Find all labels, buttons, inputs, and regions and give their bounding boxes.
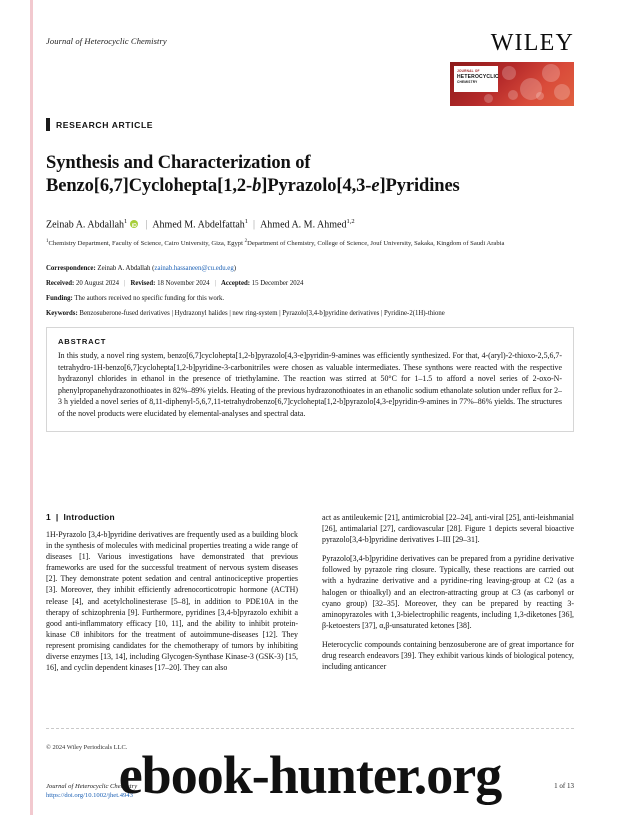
article-type-label: RESEARCH ARTICLE [56,119,154,130]
footer-divider [46,728,574,729]
article-type-container [46,118,153,131]
funding-text: The authors received no specific funding for this work. [72,295,225,302]
title-line-1: Synthesis and Characterization of [46,153,311,173]
section-heading-separator: | [53,512,61,522]
footer-journal-name: Journal of Heterocyclic Chemistry [46,783,138,790]
paragraph: Heterocyclic compounds containing benzosuberone are of great importance for drug research endeavors [39]. They exhibit various kinds of biological potency, including anticancer [322,639,574,672]
cover-badge [454,66,498,92]
page-title [46,152,546,198]
cover-badge-line2: HETEROCYCLIC [457,74,499,81]
author-2-affil-marker: 1 [244,218,249,225]
title-line-2-post: ]Pyridines [379,176,460,196]
keywords-label: Keywords: [46,310,78,317]
author-2-name[interactable]: Ahmed M. Abdelfattah [152,219,245,231]
date-separator-1: | [124,280,126,287]
title-italic-e: e [371,176,380,196]
section-title: Introduction [63,512,115,522]
cover-badge-line3: CHEMISTRY [457,80,478,85]
keywords-line [46,309,566,319]
author-1-name[interactable]: Zeinab A. Abdallah [46,219,125,231]
title-italic-b: b [252,176,262,196]
page-number: 1 of 13 [554,782,574,790]
cover-badge-line1: JOURNAL OF [457,69,480,73]
author-separator-2: | [253,219,256,231]
affiliation-1-marker: 1 [46,239,49,244]
wiley-logo: WILEY [490,30,574,56]
correspondence-label: Correspondence: [46,265,96,272]
title-line-2-pre: Benzo[6,7]Cyclohepta[1,2- [46,176,253,196]
body-column-right [322,512,574,680]
running-journal-title: Journal of Heterocyclic Chemistry [46,36,167,46]
author-separator-1: | [145,219,148,231]
abstract-text: In this study, a novel ring system, benzo[6,7]cyclohepta[1,2-b]pyrazolo[4,3-e]pyridin-9-amines was efficiently synthesized. For that, 4-(aryl)-2-thioxo-2,5,6,7-tetrahydro-1H-benzo[6,7]cyclohepta[1,2-b]pyridine-3-carbonitriles were chosen as valuable intermediates. These synthons were reacted with the respective hydrazonyl chlorides in ethanol in the presence of triethylamine. The reaction was stirred at 50°C for 1–1.5 to afford a novel series of 2-oxo-N-phenylpropanehydrazonothioates in 82%–89% yields. Heating of the previous hydrazonothioates in an ethanolic sodium ethanolate solution under reflux for 2–3 h yielded a novel series of 8,11-diphenyl-5,6,7,11-tetrahydrobenzo[6,7]cyclohepta[1,2-b]pyrazolo[4,3-e]pyridin-9-amines in 77%–86% yields. The structures of the novel products were elucidated by elemental-analyses and spectral data. [58,351,562,418]
affiliation-2-text: Department of Chemistry, College of Science, Jouf University, Sakaka, Kingdom of Saudi Arabia [247,240,505,248]
section-number: 1 [46,512,51,522]
accepted-date: 15 December 2024 [250,280,304,287]
article-type-marker [46,118,50,131]
paragraph: act as antileukemic [21], antimicrobial [22–24], anti-viral [25], anti-leishmanial [26], antimalarial [27], cardiovascular [28]. Figure 1 depicts several bioactive pyrazolo[3,4-b]pyridine derivatives I–III [29–31]. [322,513,574,545]
abstract-heading: ABSTRACT [58,337,107,346]
date-separator-2: | [214,280,216,287]
accepted-label: Accepted: [220,280,251,287]
section-heading-introduction [46,512,115,522]
page-header [46,30,574,66]
title-line-2-mid: ]Pyrazolo[4,3- [261,176,372,196]
correspondence-close-paren: ) [233,265,236,272]
author-1-affil-marker: 1 [124,218,128,225]
paragraph: Pyrazolo[3,4-b]pyridine derivatives can be prepared from a pyridine derivative followed by pyrazole ring closure. Typically, these reactions are carried out with a hydrazine derivative and a pyridine-ring leaving-group at C2 (as a halogen or thioalkyl) and an electron-attracting group at C3 (as carbonyl or cyano group) [32–35]. Moreover, they can be prepared by reacting 3-aminopyrazoles with 1,3-bielectrophilic reagents, including 1,3-diketones [36], β-ketoesters [37], α,β-unsaturated ketones [38]. [322,554,574,630]
affiliation-1-text: Chemistry Department, Faculty of Science, Cairo University, Giza, Egypt [48,240,243,248]
affiliation-2-marker: 2 [244,239,248,244]
keywords-text: Benzosuberone-fused derivatives | Hydrazonyl halides | new ring-system | Pyrazolo[3,4-b]pyridine derivatives | Pyridine-2(1H)-thione [77,310,445,317]
revised-date: 18 November 2024 [155,280,210,287]
revised-label: Revised: [130,280,156,287]
funding-label: Funding: [46,295,73,302]
watermark-text: ebook-hunter.org [118,745,502,805]
copyright-line: © 2024 Wiley Periodicals LLC. [46,744,128,751]
paragraph: 1H-Pyrazolo [3,4-b]pyridine derivatives are frequently used as a building block in the synthesis of molecules with medicinal properties treating a wide range of diseases [1]. Various investigations have demonstrated that previous frameworks are used for the successful treatment of nervous system diseases [2]. They demonstrate potent sedation and central antinociceptive properties [3]. Moreover, they inhibit efficiently adrenocorticotropic hormone (ACTH) release [4], and acetylcholinesterase [5–8], in addition to PDE10A in the therapy of schizophrenia [9]. Furthermore, pyridines [3,4-b]pyrazolo exhibit a good anti-inflammatory efficacy [10, 11], and the ability to inhibit protein-kinase Cθ inhibitors for the treatment of autoimmune-diseases [12]. They represent promising candidates for the chemotherapy of tumors by inhibiting diverse enzymes [13, 14], including Glycogen-Synthase Kinase-3 (GSK-3) [15, 16], and cyclin dependent kinases [17–20]. They can also [46,530,298,673]
correspondence-name: Zeinab A. Abdallah ( [95,265,155,272]
author-3-affil-marker: 1,2 [346,218,355,225]
received-date: 20 August 2024 [74,280,120,287]
journal-cover-thumbnail [450,62,574,106]
body-column-left [46,529,298,681]
orcid-icon[interactable] [130,220,138,228]
affiliation-list [46,237,566,249]
funding-line [46,294,566,304]
correspondence-line [46,264,566,274]
correspondence-email-link[interactable]: zainab.hassaneen@cu.edu.eg [154,265,234,272]
author-3-name[interactable]: Ahmed A. M. Ahmed [260,219,347,231]
abstract-box [46,327,574,432]
article-dates [46,279,566,289]
page-side-rule [30,0,33,815]
received-label: Received: [46,280,75,287]
author-list [46,215,566,231]
footer-doi-link[interactable]: https://doi.org/10.1002/jhet.4943 [46,792,133,799]
